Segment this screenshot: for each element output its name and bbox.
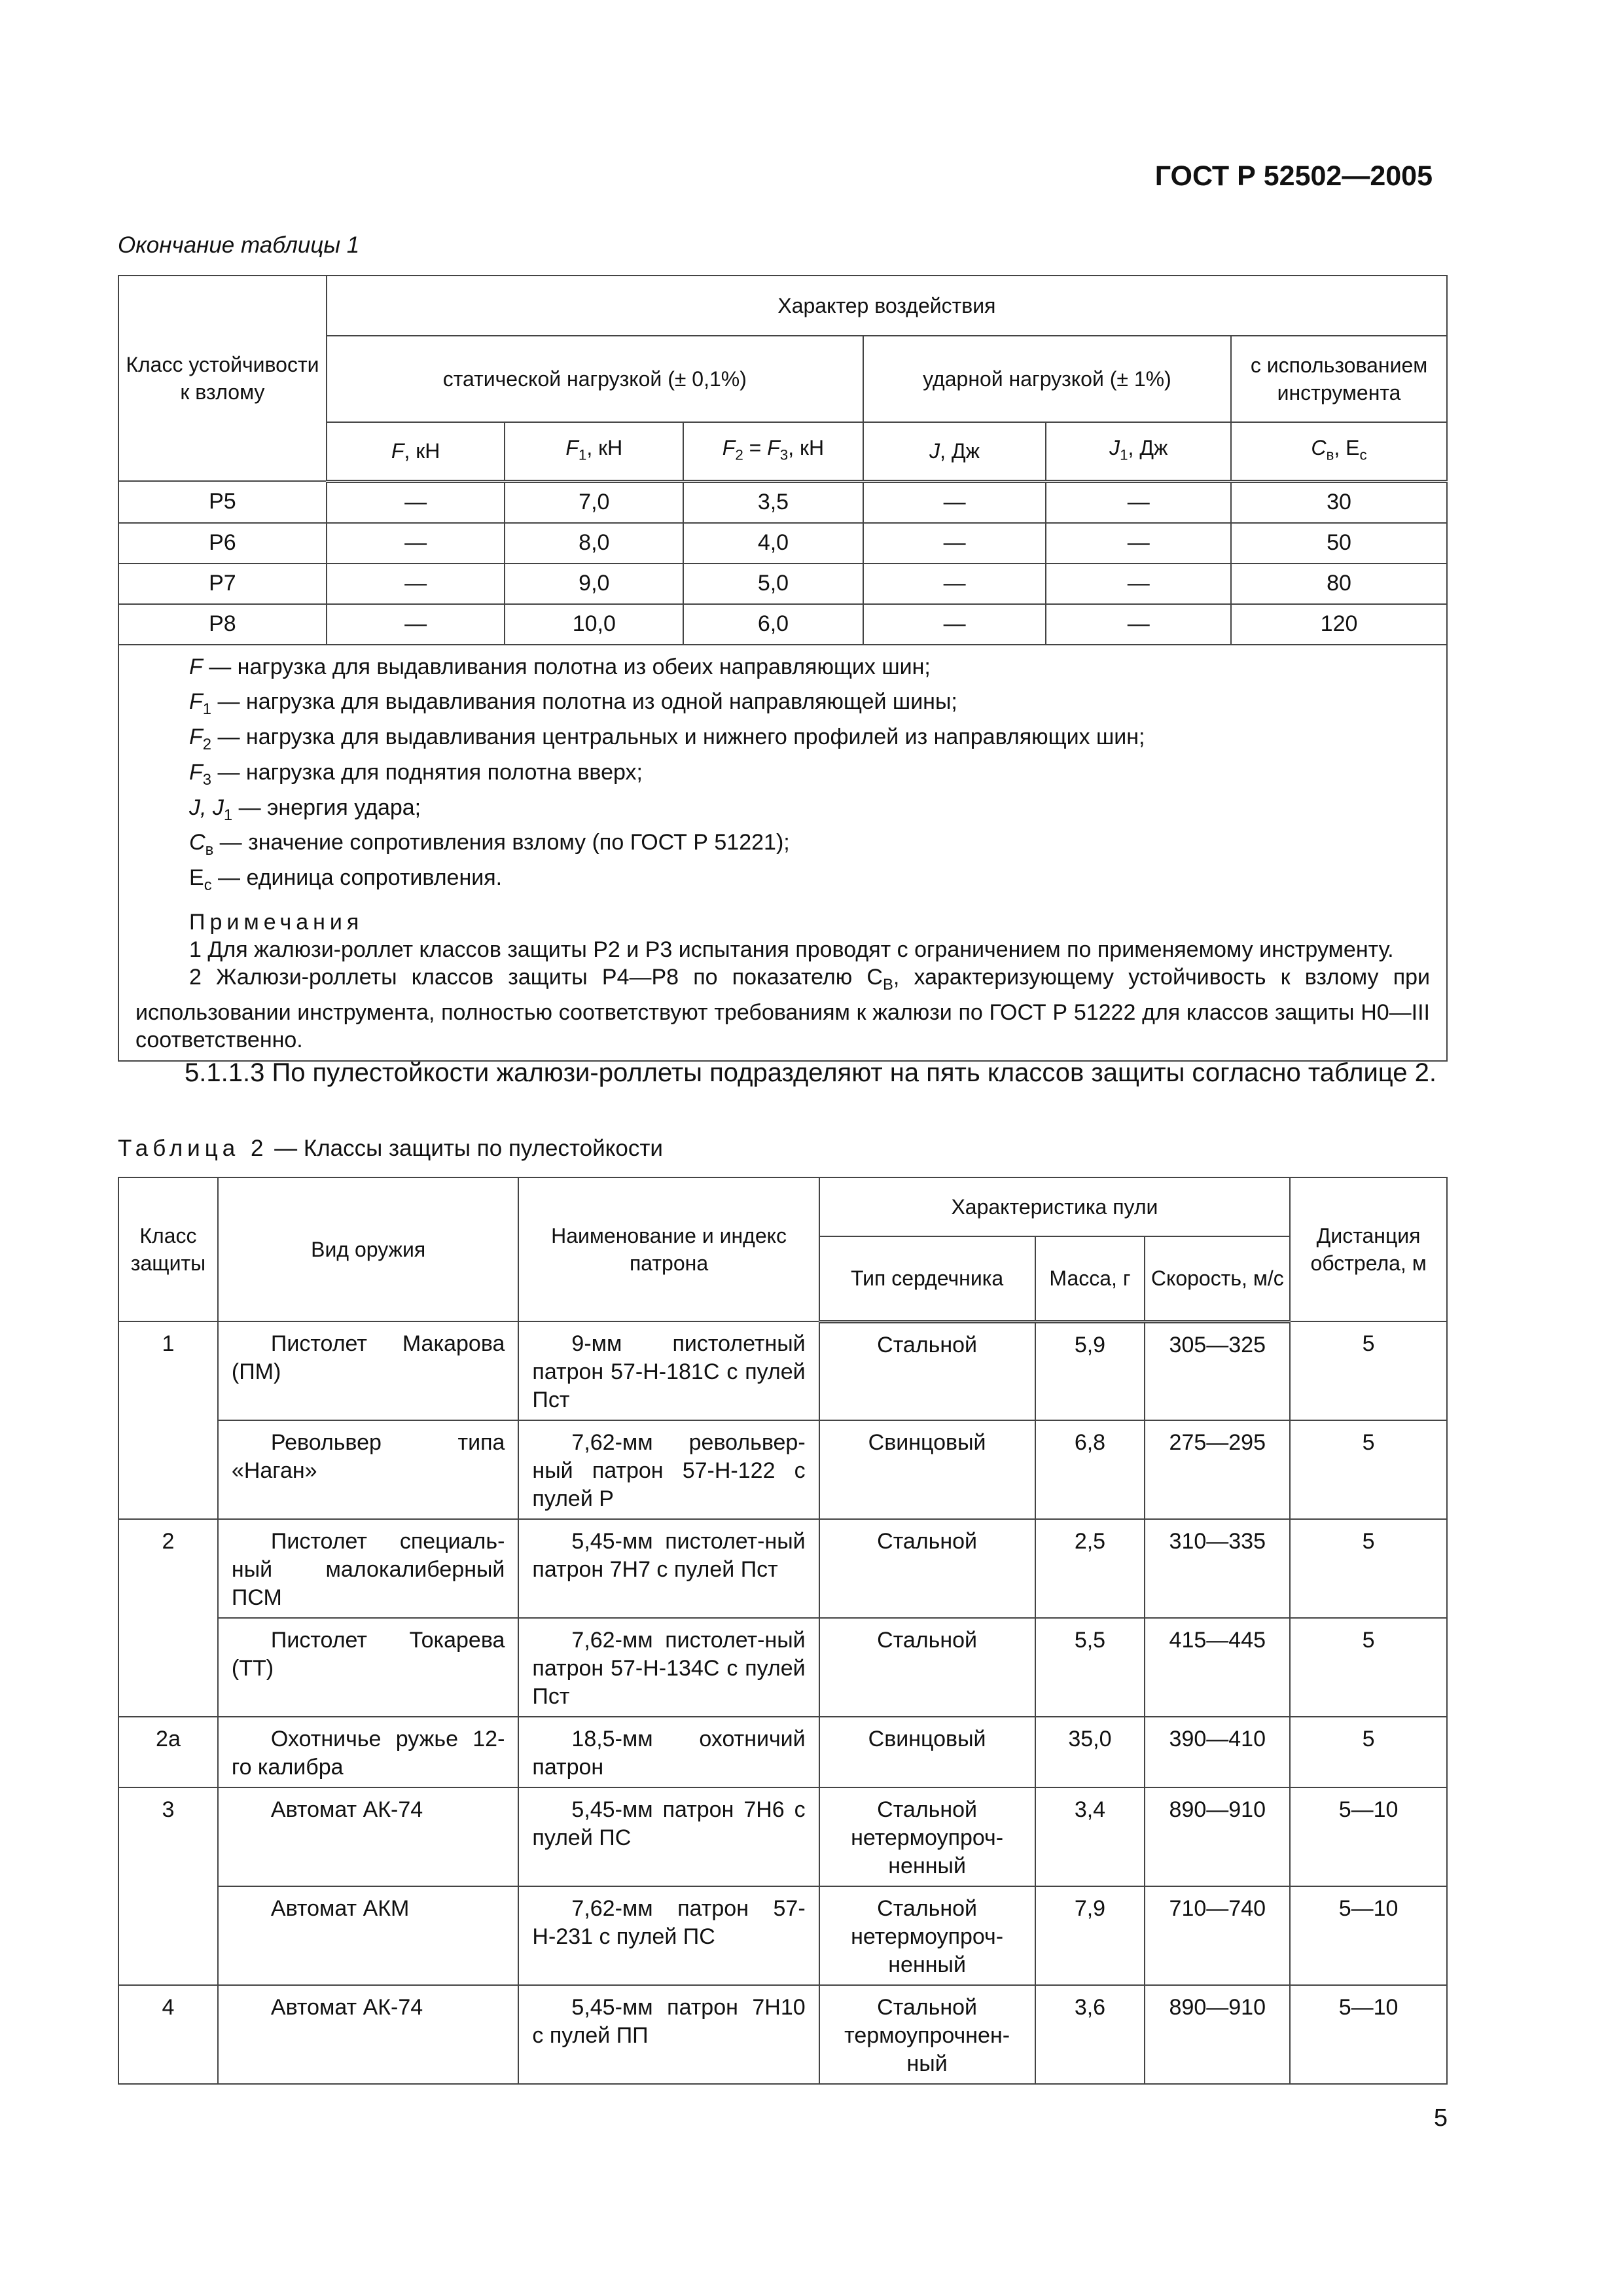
t1-cell: —: [863, 523, 1046, 564]
t1-cell: Р7: [118, 564, 327, 604]
legend-line: $C_в$ — значение сопротивления взлому (по ГОСТ Р 51221);: [189, 830, 790, 859]
t2-cell-mass: 2,5: [1035, 1519, 1145, 1618]
t2-header-speed: Скорость, м/с: [1145, 1236, 1290, 1321]
legend-line: $F_2$ — нагрузка для выдавливания центральных и нижнего профилей из направляющих шин;: [189, 725, 1145, 753]
t1-cell: 50: [1231, 523, 1447, 564]
document-code: ГОСТ Р 52502—2005: [1154, 160, 1433, 192]
t1-notes-cell: [118, 645, 1447, 1061]
t1-cell: 80: [1231, 564, 1447, 604]
t1-row: [118, 564, 1447, 604]
t1-cell: —: [863, 604, 1046, 645]
t2-cell-class: 4: [118, 1985, 218, 2084]
t1-cell: —: [1046, 604, 1231, 645]
t1-header-impact: ударной нагрузкой (± 1%): [863, 336, 1231, 422]
t2-cell-distance: 5: [1290, 1420, 1447, 1519]
t2-cell-weapon: Автомат АК-74: [218, 1985, 519, 2084]
t2-cell-speed: 305—325: [1145, 1321, 1290, 1420]
note-1: 1 Для жалюзи-роллет классов защиты Р2 и Р3 испытания проводят с ограничением по применяемому инструменту.: [189, 937, 1394, 963]
t2-cell-cartridge: 5,45-мм патрон 7Н10 с пулей ПП: [518, 1985, 819, 2084]
t2-cell-core: Стальной нетермоупроч-ненный: [819, 1886, 1035, 1985]
t2-cell-mass: 6,8: [1035, 1420, 1145, 1519]
t1-unit-f1: $F_1$, кН: [505, 422, 683, 481]
t2-header-class: Класс защиты: [118, 1177, 218, 1321]
t2-cell-mass: 7,9: [1035, 1886, 1145, 1985]
t1-cell: —: [327, 481, 505, 523]
t1-row: [118, 523, 1447, 564]
t2-cell-cartridge: 9-мм пистолетный патрон 57-Н-181С с пулей Пст: [518, 1321, 819, 1420]
t2-cell-weapon: Автомат АК-74: [218, 1787, 519, 1886]
t1-cell: 3,5: [683, 481, 863, 523]
t2-header-mass: Масса, г: [1035, 1236, 1145, 1321]
t1-cell: 4,0: [683, 523, 863, 564]
t2-cell-distance: 5: [1290, 1519, 1447, 1618]
t2-row: [118, 1886, 1447, 1985]
t2-cell-cartridge: 7,62-мм пистолет-ный патрон 57-Н-134С с пулей Пст: [518, 1618, 819, 1717]
t2-cell-class: 1: [118, 1321, 218, 1420]
t2-cell-core: Стальной: [819, 1321, 1035, 1420]
legend-line: F — нагрузка для выдавливания полотна из обеих направляющих шин;: [189, 654, 931, 679]
t1-cell: 9,0: [505, 564, 683, 604]
t1-unit-j1: $J_1$, Дж: [1046, 422, 1231, 481]
t2-cell-speed: 275—295: [1145, 1420, 1290, 1519]
t2-cell-speed: 415—445: [1145, 1618, 1290, 1717]
t1-cell: 30: [1231, 481, 1447, 523]
t1-cell: 7,0: [505, 481, 683, 523]
t1-cell: —: [1046, 523, 1231, 564]
t2-cell-speed: 710—740: [1145, 1886, 1290, 1985]
t2-row: [118, 1321, 1447, 1420]
table1: [118, 275, 1448, 1062]
legend-line: $E_c$ — единица сопротивления.: [189, 865, 503, 895]
t2-cell-cartridge: 18,5-мм охотничий патрон: [518, 1717, 819, 1787]
t1-row: [118, 604, 1447, 645]
t1-cell: 6,0: [683, 604, 863, 645]
t1-cell: Р6: [118, 523, 327, 564]
t2-cell-class: [118, 1618, 218, 1717]
t2-cell-speed: 390—410: [1145, 1717, 1290, 1787]
t1-unit-f2-f3: $F_2 = F_3$, кН: [683, 422, 863, 481]
t2-cell-cartridge: 7,62-мм патрон 57-Н-231 с пулей ПС: [518, 1886, 819, 1985]
t2-header-distance: Дистанция обстрела, м: [1290, 1177, 1447, 1321]
t2-cell-core: Стальной термоупрочнен-ный: [819, 1985, 1035, 2084]
t2-cell-distance: 5: [1290, 1717, 1447, 1787]
t2-cell-class: 2: [118, 1519, 218, 1618]
legend-line: J, $J_1$ — энергия удара;: [189, 795, 421, 824]
page-number: 5: [1433, 2104, 1448, 2132]
t1-cell: Р8: [118, 604, 327, 645]
t2-cell-distance: 5—10: [1290, 1886, 1447, 1985]
t2-cell-mass: 3,6: [1035, 1985, 1145, 2084]
notes-title: Примечания: [189, 910, 364, 935]
t2-cell-mass: 5,9: [1035, 1321, 1145, 1420]
t2-row: [118, 1787, 1447, 1886]
t2-cell-mass: 5,5: [1035, 1618, 1145, 1717]
t2-cell-core: Свинцовый: [819, 1420, 1035, 1519]
t1-cell: —: [1046, 481, 1231, 523]
t2-cell-distance: 5: [1290, 1321, 1447, 1420]
t1-unit-cv-ec: $C_в$, $E_c$: [1231, 422, 1447, 481]
t2-cell-cartridge: 5,45-мм патрон 7Н6 с пулей ПС: [518, 1787, 819, 1886]
t1-cell: —: [327, 523, 505, 564]
t2-row: [118, 1420, 1447, 1519]
t1-header-class: Класс устойчивости к взлому: [118, 276, 327, 481]
t2-cell-weapon: Револьвер типа «Наган»: [218, 1420, 519, 1519]
t2-row: [118, 1519, 1447, 1618]
t1-cell: —: [327, 604, 505, 645]
t1-cell: Р5: [118, 481, 327, 523]
t2-cell-core: Стальной: [819, 1519, 1035, 1618]
table2-caption: Таблица 2 — Классы защиты по пулестойкости: [118, 1136, 663, 1161]
t1-cell: 5,0: [683, 564, 863, 604]
t2-cell-core: Стальной нетермоупроч-ненный: [819, 1787, 1035, 1886]
t1-header-tool: с использованием инструмента: [1231, 336, 1447, 422]
t2-cell-weapon: Пистолет Макарова (ПМ): [218, 1321, 519, 1420]
t1-cell: —: [1046, 564, 1231, 604]
t2-cell-distance: 5: [1290, 1618, 1447, 1717]
t2-cell-core: Свинцовый: [819, 1717, 1035, 1787]
t1-unit-f: F, кН: [327, 422, 505, 481]
t1-cell: 8,0: [505, 523, 683, 564]
t2-cell-class: 3: [118, 1787, 218, 1886]
t1-cell: —: [863, 481, 1046, 523]
t2-cell-class: 2а: [118, 1717, 218, 1787]
t2-cell-cartridge: 7,62-мм револьвер-ный патрон 57-Н-122 с пулей Р: [518, 1420, 819, 1519]
t2-cell-speed: 890—910: [1145, 1787, 1290, 1886]
t1-cell: —: [327, 564, 505, 604]
t2-cell-class: [118, 1420, 218, 1519]
t2-header-bullet: Характеристика пули: [819, 1177, 1291, 1236]
t1-cell: 120: [1231, 604, 1447, 645]
note-2: 2 Жалюзи-роллеты классов защиты Р4—Р8 по показателю $С_В$, характеризующему устойчивость к взлому при использовании инструмента, полностью соответствуют требованиям к жалюзи по ГОСТ Р 51222 для классов защиты Н0—III соответственно.: [135, 965, 1431, 1052]
t2-cell-weapon: Охотничье ружье 12-го калибра: [218, 1717, 519, 1787]
paragraph-5-1-1-3: 5.1.1.3 По пулестойкости жалюзи-роллеты подразделяют на пять классов защиты согласно таблице 2.: [185, 1058, 1436, 1087]
t2-row: [118, 1717, 1447, 1787]
legend-line: $F_3$ — нагрузка для поднятия полотна вверх;: [189, 759, 643, 789]
t2-cell-speed: 890—910: [1145, 1985, 1290, 2084]
t2-cell-weapon: Пистолет специаль-ный малокалиберный ПСМ: [218, 1519, 519, 1618]
t2-cell-weapon: Пистолет Токарева (ТТ): [218, 1618, 519, 1717]
t2-row: [118, 1618, 1447, 1717]
t1-row: [118, 481, 1447, 523]
t2-cell-weapon: Автомат АКМ: [218, 1886, 519, 1985]
t2-cell-mass: 3,4: [1035, 1787, 1145, 1886]
t2-cell-distance: 5—10: [1290, 1787, 1447, 1886]
t2-row: [118, 1985, 1447, 2084]
t1-unit-j: J, Дж: [863, 422, 1046, 481]
t2-cell-speed: 310—335: [1145, 1519, 1290, 1618]
legend-line: $F_1$ — нагрузка для выдавливания полотна из одной направляющей шины;: [189, 689, 957, 719]
t2-header-weapon: Вид оружия: [218, 1177, 519, 1321]
table2: [118, 1177, 1448, 2085]
t2-cell-distance: 5—10: [1290, 1985, 1447, 2084]
t1-header-group: Характер воздействия: [327, 276, 1447, 336]
table1-caption: Окончание таблицы 1: [118, 232, 360, 258]
t2-header-core: Тип сердечника: [819, 1236, 1035, 1321]
t2-cell-mass: 35,0: [1035, 1717, 1145, 1787]
t2-header-cartridge: Наименование и индекс патрона: [518, 1177, 819, 1321]
t2-cell-class: [118, 1886, 218, 1985]
t2-cell-cartridge: 5,45-мм пистолет-ный патрон 7Н7 с пулей Пст: [518, 1519, 819, 1618]
t1-cell: 10,0: [505, 604, 683, 645]
t2-cell-core: Стальной: [819, 1618, 1035, 1717]
t1-header-static: статической нагрузкой (± 0,1%): [327, 336, 863, 422]
t1-cell: —: [863, 564, 1046, 604]
